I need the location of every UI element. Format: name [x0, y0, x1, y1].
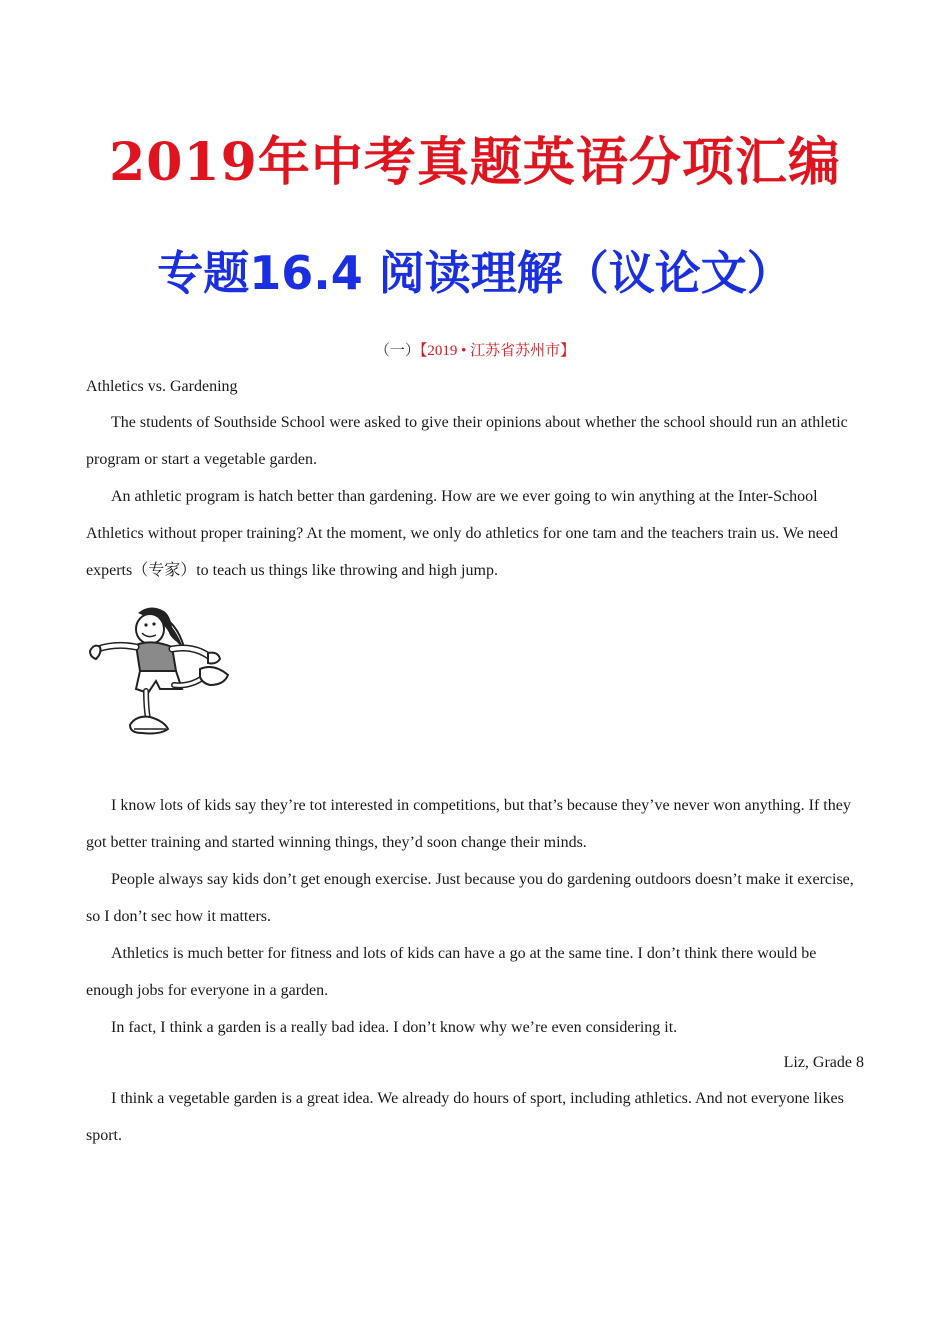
paragraph-6: I think a vegetable garden is a great idea. We already do hours of sport, including athletics. And not everyone likes sport. [86, 1090, 844, 1144]
running-kid-illustration [86, 597, 864, 787]
paragraph-4: Athletics is much better for fitness and lots of kids can have a go at the same tine. I don’t think there would be enough jobs for everyone in a garden. [86, 945, 817, 999]
source-tag: 【2019 • 江苏省苏州市】 [419, 343, 576, 359]
article-title: Athletics vs. Gardening [86, 378, 238, 395]
author-signature: Liz, Grade 8 [783, 1054, 864, 1071]
intro-paragraph: The students of Southside School were asked to give their opinions about whether the school should run an athletic program or start a vegetable garden. [86, 414, 848, 468]
paragraph-5: In fact, I think a garden is a really bad idea. I don’t know why we’re even considering it. [111, 1019, 678, 1036]
source-label: （一） [374, 343, 420, 359]
source-line [0, 340, 950, 362]
paragraph-2: I know lots of kids say they’re tot interested in competitions, but that’s because they’ve never won anything. If they got better training and started winning things, they’d soon change their minds. [86, 797, 851, 851]
article-body [86, 374, 864, 1154]
paragraph-3: People always say kids don’t get enough exercise. Just because you do gardening outdoors doesn’t make it exercise, so I don’t sec how it matters. [86, 871, 854, 925]
main-title: 2019年中考真题英语分项汇编 [109, 132, 841, 193]
paragraph-1: An athletic program is hatch better than gardening. How are we ever going to win anything at the Inter-School Athletics without proper training? At the moment, we only do athletics for one tam and the teachers train us. We need experts（专家）to teach us things like throwing and high jump. [86, 488, 838, 579]
running-kid-icon [86, 605, 236, 740]
sub-title: 专题16.4 阅读理解（议论文） [157, 246, 793, 300]
